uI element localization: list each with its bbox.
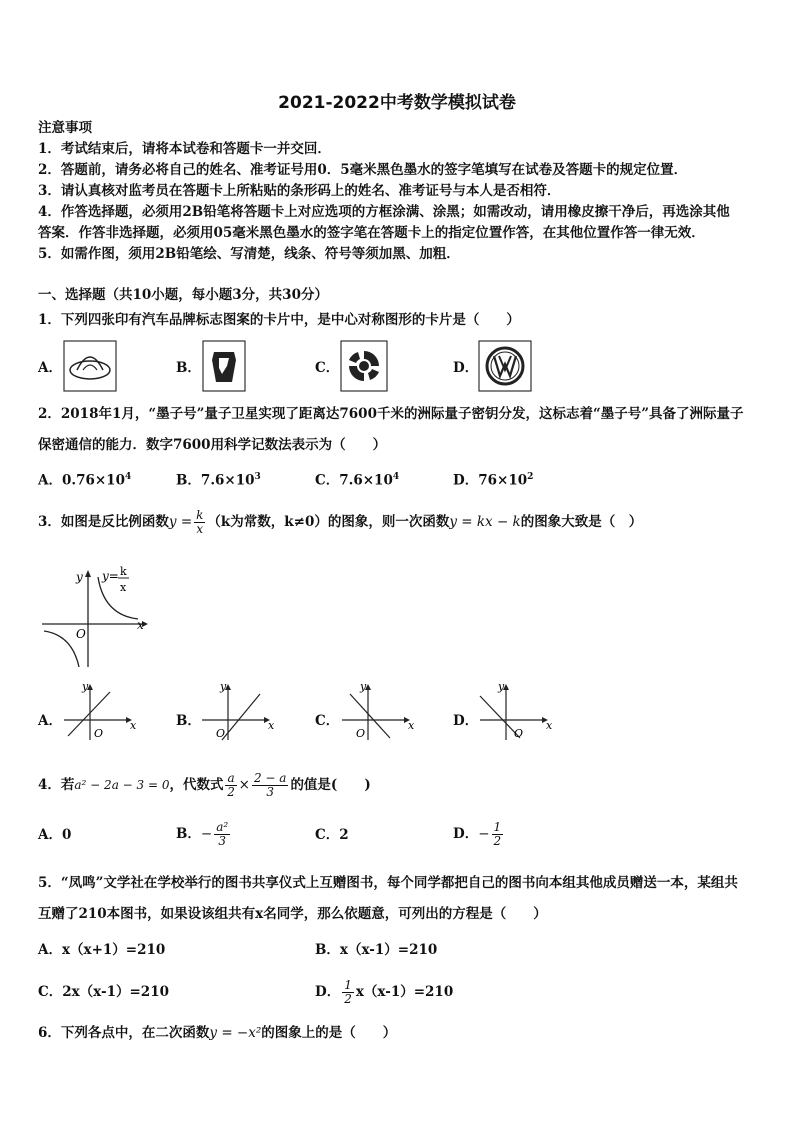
q4-option-d: D．− $\frac{1}{2}$ xyxy=(453,820,502,848)
q2-option-d: D．$76\times 10^2$ xyxy=(453,472,534,489)
q1-option-b-label: B． xyxy=(176,360,201,376)
page-title: 2021-2022中考数学模拟试卷 xyxy=(278,93,516,113)
svg-text:k: k xyxy=(120,565,127,578)
svg-text:y: y xyxy=(360,680,367,693)
svg-text:O: O xyxy=(94,727,104,740)
question-2-line-1: 2．2018年1月，“墨子号”量子卫星实现了距离达7600千米的洲际量子密钥分发，这标志着“墨子号”具备了洲际量子 xyxy=(38,406,744,422)
notice-item: 2．答题前，请务必将自己的姓名、准考证号用0．5毫米黑色墨水的签字笔填写在试卷及答题卡的规定位置． xyxy=(38,162,688,178)
q1-option-c-label: C． xyxy=(315,360,340,376)
notice-item: 4．作答选择题，必须用2B铅笔将答题卡上对应选项的方框涂满、涂黑；如需改动，请用橡皮擦干净后，再选涂其他 xyxy=(38,204,730,220)
question-4-stem: 4．若a² − 2a − 3 = 0，代数式 $\frac{a}{2}$ × $\frac{2 - a}{3}$ 的值是( ) xyxy=(38,771,371,799)
q3-option-c-graph xyxy=(338,680,418,742)
question-5-line-1: 5．“凤鸣”文学社在学校举行的图书共享仪式上互赠图书，每个同学都把自己的图书向本组其他成员赠送一本，某组共 xyxy=(38,875,738,891)
q3-option-d-graph xyxy=(476,680,556,742)
notice-item: 答案．作答非选择题，必须用05毫米黑色墨水的签字笔在答题卡上的指定位置作答，在其他位置作答一律无效． xyxy=(38,225,705,241)
notice-heading: 注意事项 xyxy=(38,120,92,136)
q3-option-a-graph xyxy=(60,680,140,742)
question-1-stem: 1．下列四张印有汽车品牌标志图案的卡片中，是中心对称图形的卡片是（ ） xyxy=(38,312,520,328)
svg-text:x: x xyxy=(546,719,553,732)
svg-text:x: x xyxy=(130,719,137,732)
graph-x-label: x xyxy=(137,618,144,632)
q2-option-b: B．$7.6\times 10^3$ xyxy=(176,472,261,489)
q4-option-a: A．0 xyxy=(38,827,72,843)
question-5-line-2: 互赠了210本图书，如果设该组共有x名同学，那么依题意，可列出的方程是（ ） xyxy=(38,906,547,922)
graph-origin-label: O xyxy=(76,627,86,641)
q3-option-c-label: C． xyxy=(315,713,340,729)
svg-text:y: y xyxy=(220,680,227,693)
q5-option-d: D． $\frac{1}{2}$ x（x-1）=210 xyxy=(315,978,454,1006)
q4-option-b: B．− $\frac{\text{a²}}{3}$ xyxy=(176,820,229,848)
q3-option-a-label: A． xyxy=(38,713,62,729)
notice-item: 5．如需作图，须用2B铅笔绘、写清楚，线条、符号等须加黑、加粗． xyxy=(38,246,460,262)
svg-text:x: x xyxy=(120,581,127,594)
question-6-stem: 6．下列各点中，在二次函数y = −x²的图象上的是（ ） xyxy=(38,1025,397,1041)
notice-item: 1．考试结束后，请将本试卷和答题卡一并交回． xyxy=(38,141,331,157)
q4-option-c: C．2 xyxy=(315,827,349,843)
svg-text:y: y xyxy=(82,680,89,693)
car-logo-c-icon xyxy=(340,340,388,392)
svg-text:O: O xyxy=(216,727,226,740)
svg-text:O: O xyxy=(514,727,524,740)
q1-option-d-label: D． xyxy=(453,360,479,376)
graph-y-label: y xyxy=(76,570,83,584)
notice-item: 3．请认真核对监考员在答题卡上所粘贴的条形码上的姓名、准考证号与本人是否相符． xyxy=(38,183,561,199)
hyperbola-graph xyxy=(38,563,153,671)
svg-text:x: x xyxy=(268,719,275,732)
svg-text:O: O xyxy=(356,727,366,740)
q3-option-d-label: D． xyxy=(453,713,479,729)
car-logo-a-icon xyxy=(63,340,117,392)
q1-option-a-label: A． xyxy=(38,360,62,376)
question-3-stem: 3．如图是反比例函数y = $\frac{k}{x}$ （k为常数，k≠0）的图象，则一次函数y = kx − k的图象大致是（ ） xyxy=(38,508,643,536)
svg-text:y: y xyxy=(498,680,505,693)
car-logo-d-icon xyxy=(478,340,532,392)
q3-option-b-label: B． xyxy=(176,713,201,729)
q5-option-b: B．x（x-1）=210 xyxy=(315,942,438,958)
q2-option-c: C．$7.6\times 10^4$ xyxy=(315,472,400,489)
svg-text:x: x xyxy=(408,719,415,732)
q3-option-b-graph xyxy=(198,680,278,742)
car-logo-b-icon xyxy=(202,340,246,392)
q2-option-a: A．$0.76\times 10^4$ xyxy=(38,472,132,489)
q5-option-a: A．x（x+1）=210 xyxy=(38,942,166,958)
question-2-line-2: 保密通信的能力．数字7600用科学记数法表示为（ ） xyxy=(38,437,387,453)
svg-text:y=: y= xyxy=(102,569,119,583)
q5-option-c: C．2x（x-1）=210 xyxy=(38,984,169,1000)
section-heading: 一、选择题（共10小题，每小题3分，共30分） xyxy=(38,287,328,303)
